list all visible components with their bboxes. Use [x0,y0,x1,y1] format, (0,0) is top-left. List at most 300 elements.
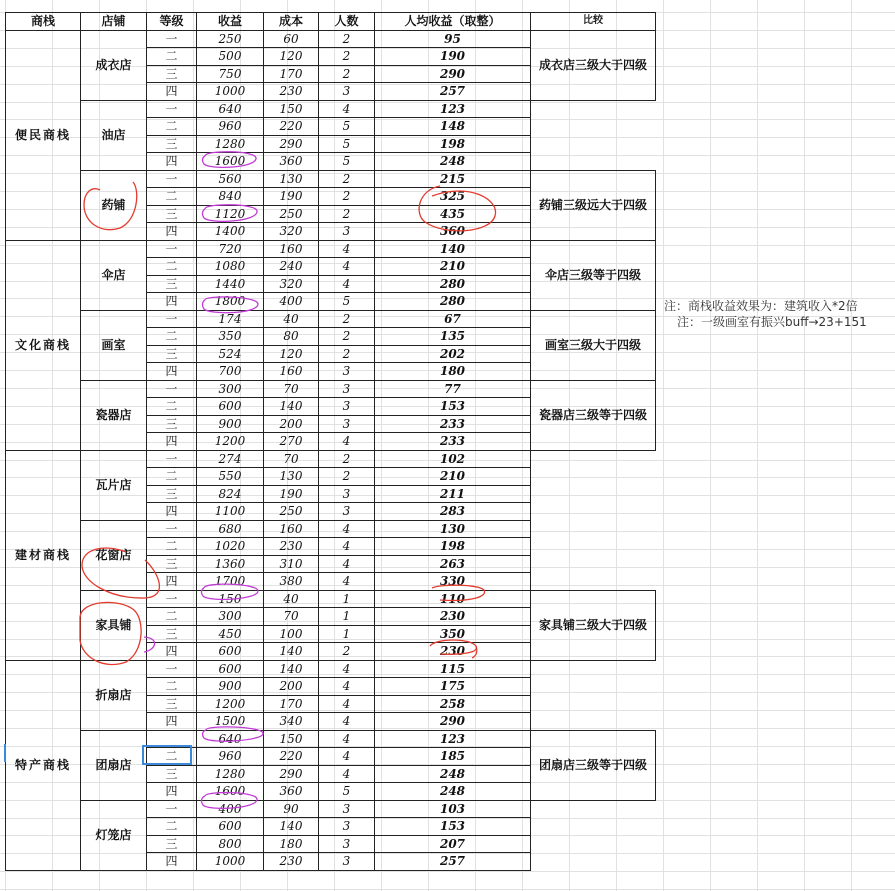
people-cell[interactable]: 3 [319,380,375,398]
people-cell[interactable]: 4 [319,713,375,731]
level-cell[interactable]: 一 [147,450,197,468]
people-cell[interactable]: 4 [319,730,375,748]
cost-cell[interactable]: 170 [264,695,319,713]
level-cell[interactable]: 一 [147,590,197,608]
level-cell[interactable] [147,730,197,748]
cost-cell[interactable]: 160 [264,240,319,258]
avg-income-cell[interactable]: 198 [375,538,531,556]
grid-line [0,889,895,890]
income-cell[interactable]: 900 [197,415,264,433]
income-cell[interactable]: 1500 [197,713,264,731]
header-cell[interactable]: 店铺 [81,13,147,31]
cost-cell[interactable]: 190 [264,485,319,503]
cost-cell[interactable]: 120 [264,345,319,363]
shop-name-cell[interactable]: 瓦片店 [81,450,147,520]
people-cell[interactable]: 3 [319,363,375,381]
cost-cell[interactable]: 320 [264,223,319,241]
income-cell[interactable]: 640 [197,730,264,748]
avg-income-cell[interactable]: 198 [375,135,531,153]
cost-cell[interactable]: 400 [264,293,319,311]
avg-income-cell[interactable]: 290 [375,65,531,83]
avg-income-cell[interactable]: 233 [375,415,531,433]
cost-cell[interactable]: 150 [264,730,319,748]
level-cell[interactable]: 三 [147,275,197,293]
level-cell[interactable]: 三 [147,555,197,573]
level-cell[interactable]: 一 [147,380,197,398]
avg-income-cell[interactable]: 103 [375,800,531,818]
income-cell[interactable]: 500 [197,48,264,66]
avg-income-cell[interactable]: 230 [375,643,531,661]
income-cell[interactable]: 680 [197,520,264,538]
group-name-cell[interactable]: 便民商栈 [6,30,81,240]
cost-cell[interactable]: 200 [264,415,319,433]
grid-line [710,0,711,891]
avg-income-cell[interactable]: 110 [375,590,531,608]
cost-cell[interactable]: 220 [264,748,319,766]
level-cell[interactable]: 一 [147,240,197,258]
income-cell[interactable]: 300 [197,608,264,626]
avg-income-cell[interactable]: 140 [375,240,531,258]
avg-income-cell[interactable]: 325 [375,188,531,206]
level-cell[interactable]: 四 [147,153,197,171]
level-cell[interactable]: 二 [147,608,197,626]
cost-cell[interactable]: 250 [264,503,319,521]
people-cell[interactable]: 4 [319,748,375,766]
grid-line [757,0,758,891]
level-cell[interactable]: 一 [147,170,197,188]
people-cell[interactable]: 4 [319,240,375,258]
income-cell[interactable]: 150 [197,590,264,608]
avg-income-cell[interactable]: 211 [375,485,531,503]
data-table [5,12,656,871]
people-cell[interactable]: 4 [319,660,375,678]
table-row [6,310,656,328]
avg-income-cell[interactable]: 123 [375,100,531,118]
level-cell[interactable]: 四 [147,503,197,521]
header-row [6,13,656,31]
level-cell[interactable]: 三 [147,695,197,713]
comparison-cell[interactable] [531,800,656,870]
grid-line [804,0,805,891]
avg-income-cell[interactable]: 257 [375,853,531,871]
people-cell[interactable]: 2 [319,65,375,83]
cost-cell[interactable]: 170 [264,65,319,83]
income-cell[interactable]: 1280 [197,765,264,783]
shop-name-cell[interactable]: 药铺 [81,170,147,240]
note-line[interactable]: 注：一级画室有振兴buff→23+151 [677,315,867,329]
people-cell[interactable]: 3 [319,800,375,818]
table-row [6,450,656,468]
income-cell[interactable]: 600 [197,818,264,836]
people-cell[interactable]: 4 [319,695,375,713]
people-cell[interactable]: 3 [319,415,375,433]
cost-cell[interactable]: 290 [264,765,319,783]
shop-name-cell[interactable]: 团扇店 [81,730,147,800]
level-cell[interactable]: 四 [147,643,197,661]
cost-cell[interactable]: 130 [264,468,319,486]
comparison-cell[interactable] [531,660,656,730]
income-cell[interactable]: 1200 [197,695,264,713]
income-cell[interactable]: 800 [197,835,264,853]
people-cell[interactable]: 5 [319,153,375,171]
level-cell[interactable]: 四 [147,573,197,591]
avg-income-cell[interactable]: 350 [375,625,531,643]
income-cell[interactable]: 1440 [197,275,264,293]
table-row [6,800,656,818]
group-name-cell[interactable]: 特产商栈 [6,660,81,870]
level-cell[interactable]: 一 [147,800,197,818]
table-row [6,240,656,258]
people-cell[interactable]: 1 [319,590,375,608]
level-cell[interactable]: 四 [147,293,197,311]
people-cell[interactable]: 4 [319,100,375,118]
income-cell[interactable]: 1080 [197,258,264,276]
income-cell[interactable]: 1360 [197,555,264,573]
notes [664,298,867,330]
level-cell[interactable]: 三 [147,625,197,643]
level-cell[interactable]: 二 [147,188,197,206]
people-cell[interactable]: 3 [319,223,375,241]
cost-cell[interactable]: 90 [264,800,319,818]
cost-cell[interactable]: 360 [264,783,319,801]
level-cell[interactable]: 三 [147,205,197,223]
level-cell[interactable]: 一 [147,660,197,678]
level-cell[interactable]: 四 [147,363,197,381]
income-cell[interactable]: 450 [197,625,264,643]
level-cell[interactable]: 二 [147,258,197,276]
income-cell[interactable]: 900 [197,678,264,696]
cost-cell[interactable]: 150 [264,100,319,118]
people-cell[interactable]: 2 [319,30,375,48]
cost-cell[interactable]: 70 [264,608,319,626]
people-cell[interactable]: 5 [319,135,375,153]
table-row [6,660,656,678]
level-cell[interactable]: 三 [147,835,197,853]
cost-cell[interactable]: 80 [264,328,319,346]
avg-income-cell[interactable]: 175 [375,678,531,696]
level-cell[interactable]: 三 [147,765,197,783]
avg-income-cell[interactable]: 330 [375,573,531,591]
income-cell[interactable]: 1700 [197,573,264,591]
level-cell[interactable]: 二 [147,538,197,556]
table-row [6,520,656,538]
table-row [6,170,656,188]
header-cell[interactable]: 比较 [531,13,656,31]
header-cell[interactable]: 等级 [147,13,197,31]
cost-cell[interactable]: 40 [264,310,319,328]
level-cell[interactable]: 一 [147,520,197,538]
people-cell[interactable]: 2 [319,205,375,223]
avg-income-cell[interactable]: 153 [375,818,531,836]
level-cell[interactable]: 四 [147,783,197,801]
people-cell[interactable]: 1 [319,608,375,626]
avg-income-cell[interactable]: 180 [375,363,531,381]
people-cell[interactable]: 2 [319,48,375,66]
grid-line [663,0,664,891]
people-cell[interactable]: 2 [319,345,375,363]
header-cell[interactable]: 人均收益（取整） [375,13,531,31]
people-cell[interactable]: 2 [319,468,375,486]
level-cell[interactable]: 一 [147,100,197,118]
cost-cell[interactable]: 230 [264,538,319,556]
header-cell[interactable]: 人数 [319,13,375,31]
people-cell[interactable]: 4 [319,555,375,573]
income-cell[interactable]: 600 [197,660,264,678]
income-cell[interactable]: 1020 [197,538,264,556]
avg-income-cell[interactable]: 202 [375,345,531,363]
people-cell[interactable]: 5 [319,293,375,311]
avg-income-cell[interactable]: 233 [375,433,531,451]
people-cell[interactable]: 4 [319,258,375,276]
income-cell[interactable]: 174 [197,310,264,328]
avg-income-cell[interactable]: 102 [375,450,531,468]
level-cell[interactable]: 二 [147,468,197,486]
income-cell[interactable]: 1200 [197,433,264,451]
level-cell[interactable]: 二 [147,818,197,836]
income-cell[interactable]: 550 [197,468,264,486]
level-cell[interactable]: 三 [147,345,197,363]
comparison-cell[interactable]: 瓷器店三级等于四级 [531,380,656,450]
avg-income-cell[interactable]: 280 [375,275,531,293]
avg-income-cell[interactable]: 263 [375,555,531,573]
level-cell[interactable]: 一 [147,30,197,48]
group-name-cell[interactable]: 建材商栈 [6,450,81,660]
income-cell[interactable]: 1120 [197,205,264,223]
comparison-cell[interactable]: 团扇店三级等于四级 [531,730,656,800]
income-cell[interactable]: 524 [197,345,264,363]
cost-cell[interactable]: 160 [264,520,319,538]
avg-income-cell[interactable]: 207 [375,835,531,853]
cost-cell[interactable]: 270 [264,433,319,451]
cost-cell[interactable]: 230 [264,83,319,101]
income-cell[interactable]: 400 [197,800,264,818]
selection-indicator [4,744,6,762]
income-cell[interactable]: 960 [197,748,264,766]
table-row [6,380,656,398]
people-cell[interactable]: 3 [319,398,375,416]
avg-income-cell[interactable]: 290 [375,713,531,731]
avg-income-cell[interactable]: 95 [375,30,531,48]
comparison-cell[interactable]: 伞店三级等于四级 [531,240,656,310]
cost-cell[interactable]: 70 [264,450,319,468]
table-row [6,100,656,118]
people-cell[interactable]: 4 [319,433,375,451]
avg-income-cell[interactable]: 230 [375,608,531,626]
income-cell[interactable]: 700 [197,363,264,381]
people-cell[interactable]: 3 [319,503,375,521]
level-cell[interactable]: 四 [147,853,197,871]
comparison-cell[interactable]: 成衣店三级大于四级 [531,30,656,100]
income-cell[interactable]: 250 [197,30,264,48]
people-cell[interactable]: 5 [319,783,375,801]
avg-income-cell[interactable]: 130 [375,520,531,538]
people-cell[interactable]: 4 [319,520,375,538]
people-cell[interactable]: 4 [319,765,375,783]
level-cell[interactable]: 三 [147,415,197,433]
cost-cell[interactable]: 340 [264,713,319,731]
avg-income-cell[interactable]: 248 [375,765,531,783]
cost-cell[interactable]: 140 [264,818,319,836]
cost-cell[interactable]: 230 [264,853,319,871]
comparison-cell[interactable]: 家具铺三级大于四级 [531,590,656,660]
cost-cell[interactable]: 310 [264,555,319,573]
level-cell[interactable]: 一 [147,310,197,328]
level-cell[interactable]: 二 [147,118,197,136]
income-cell[interactable]: 350 [197,328,264,346]
table-row [6,730,656,748]
cost-cell[interactable]: 140 [264,643,319,661]
people-cell[interactable]: 3 [319,835,375,853]
avg-income-cell[interactable]: 248 [375,153,531,171]
shop-name-cell[interactable]: 成衣店 [81,30,147,100]
people-cell[interactable]: 2 [319,170,375,188]
people-cell[interactable]: 3 [319,485,375,503]
header-cell[interactable]: 商栈 [6,13,81,31]
avg-income-cell[interactable]: 360 [375,223,531,241]
people-cell[interactable]: 5 [319,118,375,136]
shop-name-cell[interactable]: 画室 [81,310,147,380]
table-row [6,30,656,48]
income-cell[interactable]: 1280 [197,135,264,153]
income-cell[interactable]: 1600 [197,783,264,801]
shop-name-cell[interactable]: 油店 [81,100,147,170]
avg-income-cell[interactable]: 115 [375,660,531,678]
avg-income-cell[interactable]: 123 [375,730,531,748]
income-cell[interactable]: 600 [197,398,264,416]
people-cell[interactable]: 2 [319,328,375,346]
level-cell[interactable]: 二 [147,678,197,696]
level-cell[interactable]: 二 [147,748,197,766]
income-cell[interactable]: 840 [197,188,264,206]
people-cell[interactable]: 4 [319,275,375,293]
shop-name-cell[interactable]: 家具铺 [81,590,147,660]
people-cell[interactable]: 3 [319,853,375,871]
cost-cell[interactable]: 40 [264,590,319,608]
level-cell[interactable]: 三 [147,135,197,153]
level-cell[interactable]: 二 [147,398,197,416]
cost-cell[interactable]: 100 [264,625,319,643]
cost-cell[interactable]: 140 [264,398,319,416]
avg-income-cell[interactable]: 185 [375,748,531,766]
avg-income-cell[interactable]: 153 [375,398,531,416]
avg-income-cell[interactable]: 280 [375,293,531,311]
table-row [6,590,656,608]
avg-income-cell[interactable]: 67 [375,310,531,328]
income-cell[interactable]: 274 [197,450,264,468]
people-cell[interactable]: 3 [319,818,375,836]
cost-cell[interactable]: 290 [264,135,319,153]
comparison-cell[interactable]: 药铺三级远大于四级 [531,170,656,240]
level-cell[interactable]: 四 [147,433,197,451]
income-cell[interactable]: 1100 [197,503,264,521]
avg-income-cell[interactable]: 435 [375,205,531,223]
people-cell[interactable]: 1 [319,625,375,643]
people-cell[interactable]: 2 [319,188,375,206]
comparison-cell[interactable] [531,520,656,590]
header-cell[interactable]: 成本 [264,13,319,31]
people-cell[interactable]: 2 [319,310,375,328]
cost-cell[interactable]: 200 [264,678,319,696]
avg-income-cell[interactable]: 248 [375,783,531,801]
level-cell[interactable]: 三 [147,485,197,503]
income-cell[interactable]: 960 [197,118,264,136]
cost-cell[interactable]: 360 [264,153,319,171]
cost-cell[interactable]: 250 [264,205,319,223]
income-cell[interactable]: 1600 [197,153,264,171]
cost-cell[interactable]: 140 [264,660,319,678]
income-cell[interactable]: 1000 [197,83,264,101]
people-cell[interactable]: 3 [319,83,375,101]
people-cell[interactable]: 2 [319,643,375,661]
avg-income-cell[interactable]: 215 [375,170,531,188]
level-cell[interactable]: 四 [147,223,197,241]
avg-income-cell[interactable]: 77 [375,380,531,398]
income-cell[interactable]: 1000 [197,853,264,871]
avg-income-cell[interactable]: 210 [375,258,531,276]
level-cell[interactable]: 三 [147,65,197,83]
cost-cell[interactable]: 120 [264,48,319,66]
people-cell[interactable]: 4 [319,538,375,556]
comparison-cell[interactable]: 画室三级大于四级 [531,310,656,380]
comparison-cell[interactable] [531,450,656,520]
avg-income-cell[interactable]: 258 [375,695,531,713]
avg-income-cell[interactable]: 190 [375,48,531,66]
income-cell[interactable]: 600 [197,643,264,661]
level-cell[interactable]: 四 [147,713,197,731]
cost-cell[interactable]: 380 [264,573,319,591]
income-cell[interactable]: 1800 [197,293,264,311]
level-cell[interactable]: 二 [147,48,197,66]
cost-cell[interactable]: 220 [264,118,319,136]
level-cell[interactable]: 二 [147,328,197,346]
note-line[interactable]: 注：商栈收益效果为：建筑收入*2倍 [664,299,858,313]
group-name-cell[interactable]: 文化商栈 [6,240,81,450]
cost-cell[interactable]: 190 [264,188,319,206]
shop-name-cell[interactable]: 灯笼店 [81,800,147,870]
avg-income-cell[interactable]: 210 [375,468,531,486]
people-cell[interactable]: 4 [319,678,375,696]
income-cell[interactable]: 750 [197,65,264,83]
income-cell[interactable]: 640 [197,100,264,118]
cost-cell[interactable]: 70 [264,380,319,398]
cost-cell[interactable]: 240 [264,258,319,276]
shop-name-cell[interactable]: 伞店 [81,240,147,310]
avg-income-cell[interactable]: 135 [375,328,531,346]
people-cell[interactable]: 4 [319,573,375,591]
cost-cell[interactable]: 160 [264,363,319,381]
comparison-cell[interactable] [531,100,656,170]
level-cell[interactable]: 四 [147,83,197,101]
cost-cell[interactable]: 60 [264,30,319,48]
people-cell[interactable]: 2 [319,450,375,468]
shop-name-cell[interactable]: 瓷器店 [81,380,147,450]
income-cell[interactable]: 1400 [197,223,264,241]
avg-income-cell[interactable]: 283 [375,503,531,521]
header-cell[interactable]: 收益 [197,13,264,31]
cost-cell[interactable]: 130 [264,170,319,188]
shop-name-cell[interactable]: 折扇店 [81,660,147,730]
avg-income-cell[interactable]: 148 [375,118,531,136]
income-cell[interactable]: 560 [197,170,264,188]
shop-name-cell[interactable]: 花窗店 [81,520,147,590]
cost-cell[interactable]: 320 [264,275,319,293]
income-cell[interactable]: 300 [197,380,264,398]
avg-income-cell[interactable]: 257 [375,83,531,101]
income-cell[interactable]: 720 [197,240,264,258]
grid-line [0,871,895,872]
income-cell[interactable]: 824 [197,485,264,503]
cost-cell[interactable]: 180 [264,835,319,853]
